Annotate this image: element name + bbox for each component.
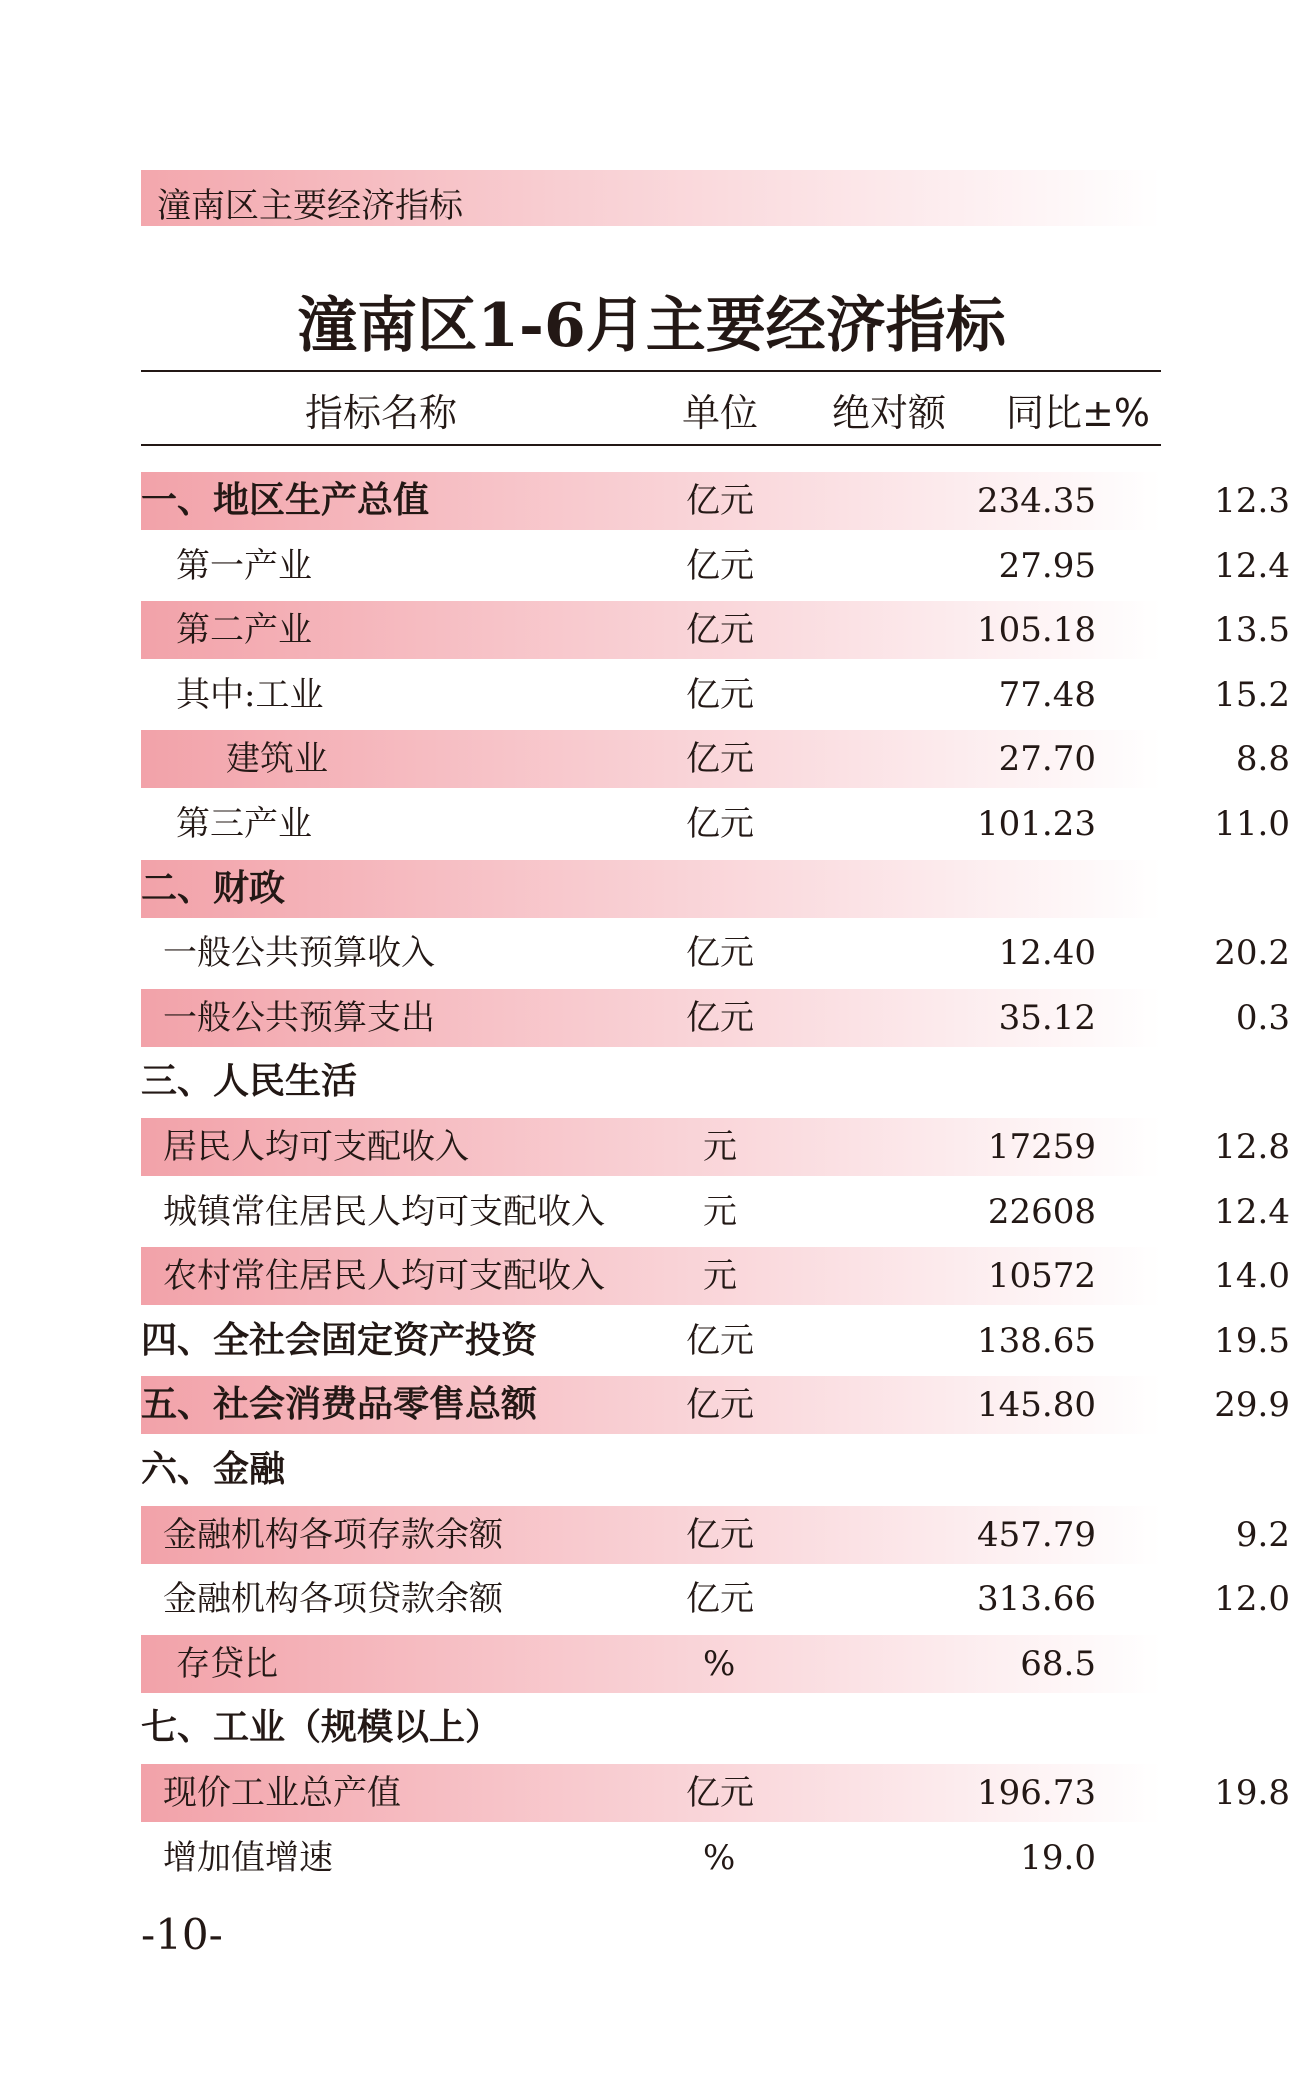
indicator-name: 城镇常住居民人均可支配收入	[163, 1192, 605, 1232]
indicator-name: 六、金融	[141, 1449, 286, 1490]
table-row	[141, 795, 1290, 853]
indicator-name: 第一产业	[176, 546, 312, 586]
indicator-yoy-change: 8.8	[1235, 739, 1290, 779]
indicator-unit: 元	[703, 1192, 737, 1232]
indicator-unit: %	[703, 1644, 736, 1684]
indicator-absolute-value: 77.48	[998, 675, 1096, 715]
indicator-yoy-change: 29.9	[1214, 1385, 1290, 1425]
indicator-absolute-value: 101.23	[977, 804, 1096, 844]
page-number: -10-	[141, 1910, 223, 1959]
indicator-yoy-change: 12.3	[1214, 481, 1290, 521]
table-row	[141, 1635, 1161, 1693]
indicator-unit: 元	[703, 1256, 737, 1296]
indicator-absolute-value: 19.0	[1020, 1838, 1096, 1878]
indicator-name: 四、全社会固定资产投资	[141, 1320, 538, 1361]
indicator-yoy-change: 14.0	[1214, 1256, 1290, 1296]
indicator-absolute-value: 10572	[987, 1256, 1096, 1296]
indicator-unit: 亿元	[686, 933, 754, 973]
indicator-unit: 亿元	[686, 804, 754, 844]
table-row	[141, 601, 1290, 659]
indicator-absolute-value: 313.66	[977, 1579, 1096, 1619]
indicator-name: 增加值增速	[163, 1838, 333, 1878]
indicator-yoy-change: 11.0	[1214, 804, 1290, 844]
page-title: 潼南区1-6月主要经济指标	[297, 291, 1006, 361]
indicator-yoy-change: 9.2	[1235, 1515, 1290, 1555]
indicator-unit: 亿元	[686, 1579, 754, 1619]
indicator-yoy-change: 12.0	[1214, 1579, 1290, 1619]
indicator-name: 七、工业（规模以上）	[141, 1707, 502, 1748]
indicator-name: 一般公共预算支出	[163, 998, 435, 1038]
table-row	[141, 1053, 1161, 1111]
indicator-yoy-change: 0.3	[1235, 998, 1290, 1038]
indicator-name: 居民人均可支配收入	[163, 1127, 469, 1167]
indicator-yoy-change: 20.2	[1214, 933, 1290, 973]
indicator-name: 一般公共预算收入	[163, 933, 435, 973]
indicator-unit: 亿元	[686, 739, 754, 779]
indicator-absolute-value: 145.80	[977, 1385, 1096, 1425]
indicator-name: 第三产业	[176, 804, 312, 844]
table-row	[141, 1699, 1161, 1757]
indicator-absolute-value: 196.73	[977, 1773, 1096, 1813]
indicator-unit: 元	[703, 1127, 737, 1167]
indicator-name: 金融机构各项贷款余额	[163, 1579, 503, 1619]
indicator-unit: 亿元	[686, 1321, 754, 1361]
table-row	[141, 1247, 1290, 1305]
indicator-unit: 亿元	[686, 1515, 754, 1555]
indicator-name: 一、地区生产总值	[141, 480, 430, 521]
table-row	[141, 860, 1161, 918]
indicator-yoy-change: 19.8	[1214, 1773, 1290, 1813]
indicator-name: 存贷比	[176, 1644, 278, 1684]
indicator-absolute-value: 17259	[987, 1127, 1096, 1167]
table-top-rule	[141, 370, 1161, 372]
indicator-unit: 亿元	[686, 610, 754, 650]
indicator-yoy-change: 15.2	[1214, 675, 1290, 715]
indicator-unit: %	[703, 1838, 736, 1878]
indicator-absolute-value: 138.65	[977, 1321, 1096, 1361]
indicator-yoy-change: 19.5	[1214, 1321, 1290, 1361]
indicator-unit: 亿元	[686, 546, 754, 586]
table-row	[141, 1764, 1290, 1822]
indicator-name: 五、社会消费品零售总额	[141, 1384, 538, 1425]
section-header-band	[141, 170, 1161, 226]
indicator-absolute-value: 68.5	[1020, 1644, 1096, 1684]
table-row	[141, 1118, 1290, 1176]
col-header-name: 指标名称	[305, 391, 458, 435]
indicator-absolute-value: 27.70	[998, 739, 1096, 779]
indicator-name: 第二产业	[176, 610, 312, 650]
table-row	[141, 1570, 1290, 1628]
table-row	[141, 924, 1290, 982]
indicator-yoy-change: 12.4	[1214, 1192, 1290, 1232]
col-header-unit: 单位	[682, 391, 759, 435]
indicator-absolute-value: 35.12	[998, 998, 1096, 1038]
indicator-name: 现价工业总产值	[163, 1773, 401, 1813]
indicator-absolute-value: 234.35	[977, 481, 1096, 521]
col-header-absolute: 绝对额	[832, 391, 947, 435]
col-header-yoy: 同比±%	[1006, 391, 1150, 435]
indicator-unit: 亿元	[686, 675, 754, 715]
indicator-yoy-change: 12.4	[1214, 546, 1290, 586]
indicator-unit: 亿元	[686, 1385, 754, 1425]
indicator-absolute-value: 457.79	[977, 1515, 1096, 1555]
table-row	[141, 1829, 1161, 1887]
table-row	[141, 1506, 1290, 1564]
indicator-name: 二、财政	[141, 868, 286, 909]
table-row	[141, 989, 1290, 1047]
indicator-unit: 亿元	[686, 998, 754, 1038]
section-header-label: 潼南区主要经济指标	[157, 186, 463, 226]
indicator-absolute-value: 12.40	[998, 933, 1096, 973]
indicator-yoy-change: 12.8	[1214, 1127, 1290, 1167]
indicator-unit: 亿元	[686, 1773, 754, 1813]
indicator-absolute-value: 22608	[987, 1192, 1096, 1232]
table-row	[141, 472, 1290, 530]
table-row	[141, 537, 1290, 595]
table-row	[141, 1183, 1290, 1241]
table-row	[141, 1376, 1290, 1434]
indicator-name: 三、人民生活	[141, 1061, 358, 1102]
indicator-name: 建筑业	[226, 739, 328, 779]
indicator-absolute-value: 27.95	[998, 546, 1096, 586]
indicator-name: 其中:工业	[176, 675, 324, 715]
indicator-unit: 亿元	[686, 481, 754, 521]
table-row	[141, 1441, 1161, 1499]
indicator-name: 金融机构各项存款余额	[163, 1515, 503, 1555]
table-header-rule	[141, 444, 1161, 446]
table-row	[141, 1312, 1290, 1370]
table-row	[141, 730, 1290, 788]
table-row	[141, 666, 1290, 724]
indicator-yoy-change: 13.5	[1214, 610, 1290, 650]
indicator-name: 农村常住居民人均可支配收入	[163, 1256, 605, 1296]
indicator-absolute-value: 105.18	[977, 610, 1096, 650]
